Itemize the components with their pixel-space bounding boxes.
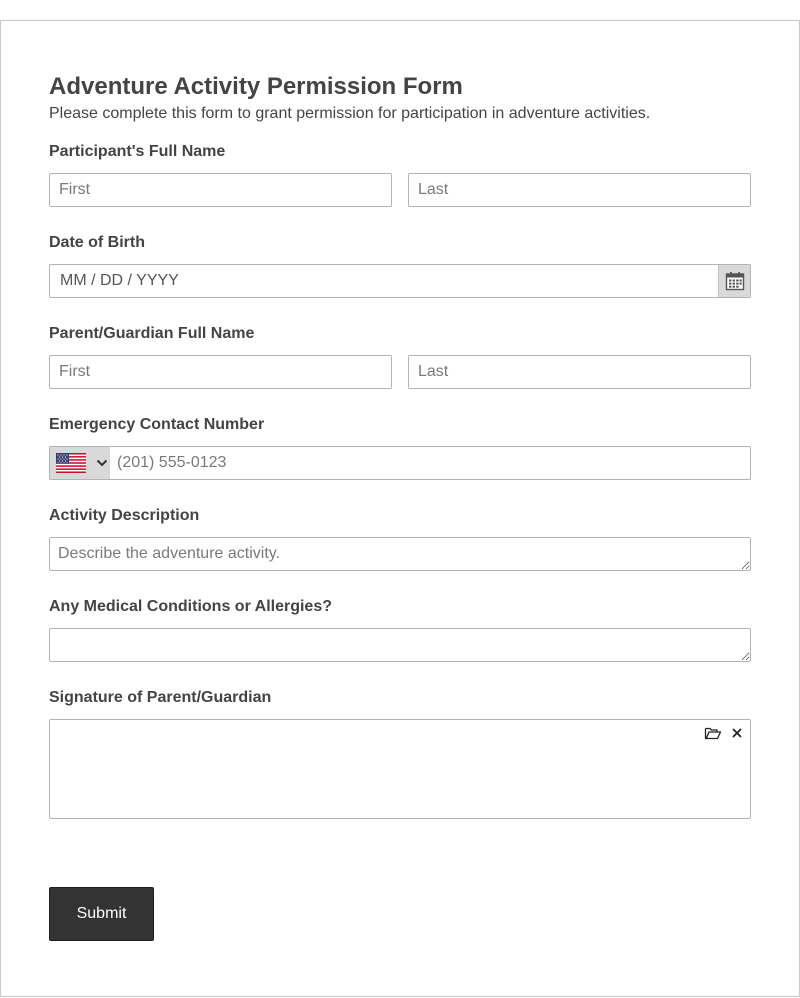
activity-description-label: Activity Description [49, 507, 200, 524]
date-of-birth-label: Date of Birth [49, 234, 145, 251]
participant-first-name-input[interactable] [49, 173, 392, 207]
emergency-contact-input[interactable] [110, 447, 750, 479]
form-description: Please complete this form to grant permission for participation in adventure activities. [49, 105, 651, 122]
guardian-last-name-input[interactable] [408, 355, 751, 389]
signature-pad[interactable] [49, 719, 751, 819]
emergency-contact-label: Emergency Contact Number [49, 416, 265, 433]
chevron-down-icon [96, 459, 108, 467]
activity-description-textarea[interactable] [49, 537, 751, 571]
us-flag-icon [56, 453, 86, 473]
medical-conditions-label: Any Medical Conditions or Allergies? [49, 598, 332, 615]
participant-last-name-input[interactable] [408, 173, 751, 207]
medical-conditions-textarea[interactable] [49, 628, 751, 662]
submit-button[interactable]: Submit [49, 887, 154, 941]
calendar-button[interactable] [718, 265, 750, 297]
guardian-first-name-input[interactable] [49, 355, 392, 389]
form-container [0, 20, 800, 997]
calendar-icon [725, 271, 745, 291]
country-code-selector[interactable] [50, 447, 110, 479]
date-of-birth-field [49, 264, 751, 298]
emergency-contact-field [49, 446, 751, 480]
folder-open-icon[interactable] [704, 725, 722, 741]
close-icon[interactable] [729, 725, 745, 741]
date-of-birth-input[interactable] [50, 265, 718, 297]
form-title: Adventure Activity Permission Form [49, 73, 463, 100]
signature-label: Signature of Parent/Guardian [49, 689, 272, 706]
participant-name-label: Participant's Full Name [49, 143, 226, 160]
guardian-name-label: Parent/Guardian Full Name [49, 325, 255, 342]
